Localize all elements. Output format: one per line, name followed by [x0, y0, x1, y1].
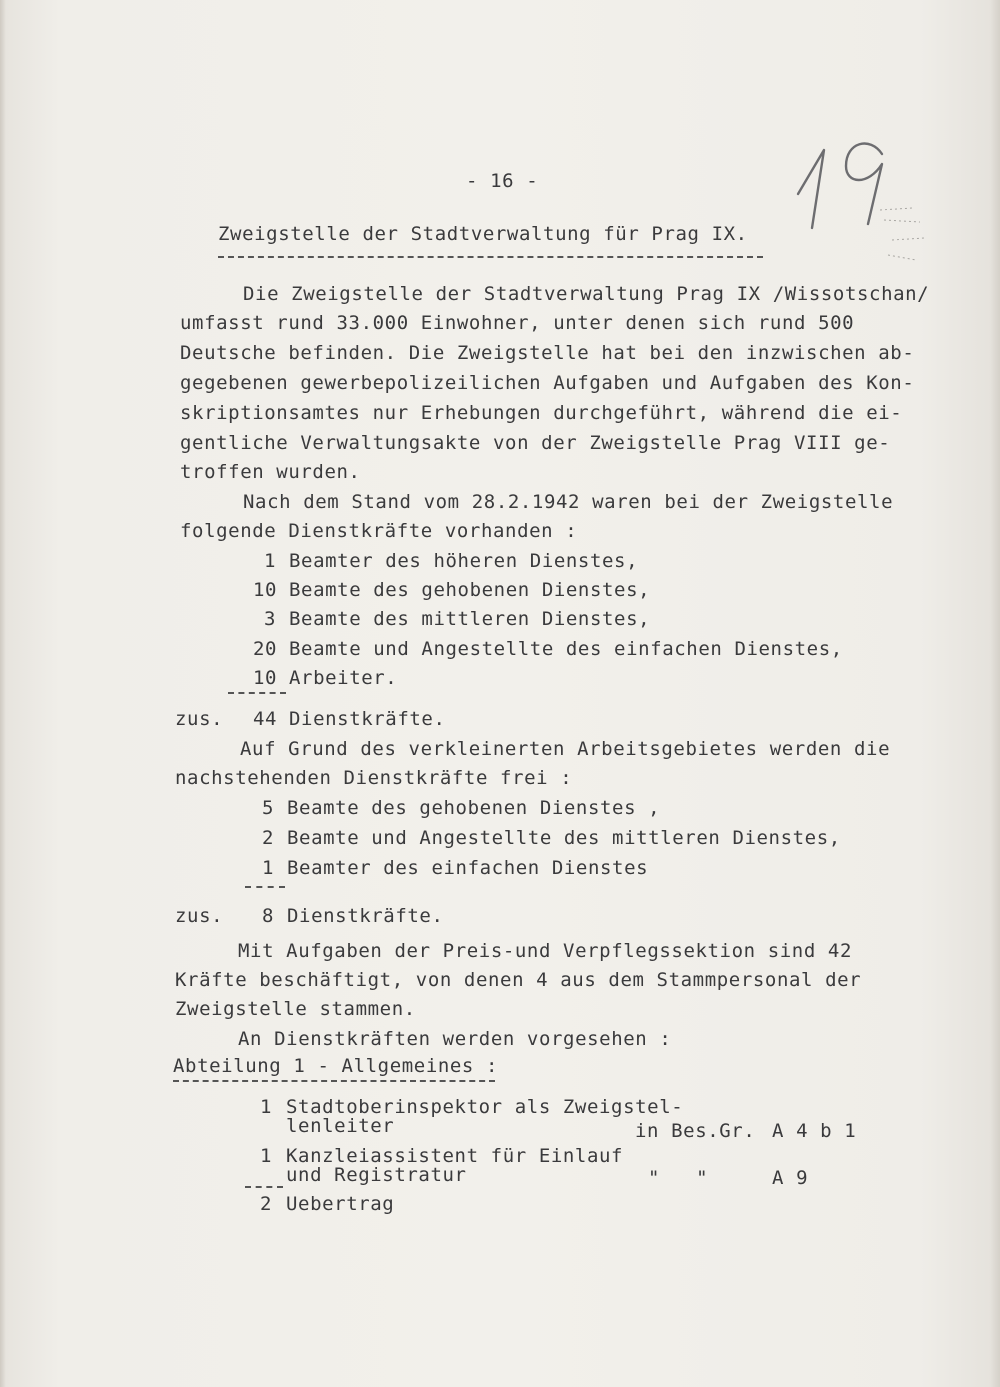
page-edge-shadow	[990, 0, 1000, 1387]
paragraph-line: Kräfte beschäftigt, von denen 4 aus dem Stammpersonal der	[175, 969, 862, 991]
paragraph-line: skriptionsamtes nur Erhebungen durchgeführt, während die ei-	[180, 402, 903, 424]
list-item: Beamte des gehobenen Dienstes ,	[287, 797, 661, 819]
carry-count: 2	[260, 1193, 273, 1215]
position-count: 1	[260, 1145, 273, 1167]
ditto-marks: " "	[648, 1167, 709, 1189]
sum-rule	[245, 886, 285, 888]
list-count: 10	[253, 579, 278, 601]
position-title: und Registratur	[286, 1164, 467, 1186]
section-heading: Abteilung 1 - Allgemeines :	[173, 1055, 499, 1077]
paragraph-line: umfasst rund 33.000 Einwohner, unter denen sich rund 500	[180, 312, 855, 334]
position-count: 1	[260, 1096, 273, 1118]
page-number: - 16 -	[466, 170, 539, 192]
paragraph-line: Nach dem Stand vom 28.2.1942 waren bei der Zweigstelle	[243, 491, 894, 513]
list-item: Beamte des mittleren Dienstes,	[289, 608, 651, 630]
sum-rule	[245, 1186, 283, 1188]
list-count: 1	[262, 857, 275, 879]
paragraph-line: Die Zweigstelle der Stadtverwaltung Prag IX /Wissotschan/	[243, 283, 930, 305]
list-count: 5	[262, 797, 275, 819]
total-label: zus.	[175, 905, 224, 927]
paragraph-line: An Dienstkräften werden vorgesehen :	[238, 1028, 672, 1050]
list-count: 10	[253, 667, 278, 689]
list-count: 1	[264, 550, 277, 572]
list-item: Arbeiter.	[289, 667, 398, 689]
list-count: 20	[253, 638, 278, 660]
total-text: Dienstkräfte.	[289, 708, 446, 730]
pencil-smudge	[872, 200, 932, 270]
page-edge-shadow	[0, 0, 6, 1387]
list-item: Beamte des gehobenen Dienstes,	[289, 579, 651, 601]
sum-rule	[228, 692, 286, 694]
paragraph-line: gegebenen gewerbepolizeilichen Aufgaben und Aufgaben des Kon-	[180, 372, 915, 394]
paragraph-line: troffen wurden.	[180, 461, 361, 483]
paragraph-line: gentliche Verwaltungsakte von der Zweigstelle Prag VIII ge-	[180, 432, 891, 454]
position-title: Kanzleiassistent für Einlauf	[286, 1145, 624, 1167]
list-count: 3	[264, 608, 277, 630]
paragraph-line: Mit Aufgaben der Preis-und Verpflegssektion sind 42	[238, 940, 852, 962]
total-label: zus.	[175, 708, 224, 730]
paragraph-line: nachstehenden Dienstkräfte frei :	[175, 767, 573, 789]
list-item: Beamter des höheren Dienstes,	[289, 550, 639, 572]
heading: Zweigstelle der Stadtverwaltung für Prag IX.	[218, 223, 748, 245]
section-heading-underline	[173, 1080, 495, 1082]
paragraph-line: Zweigstelle stammen.	[175, 998, 416, 1020]
list-item: Beamte und Angestellte des einfachen Dienstes,	[289, 638, 843, 660]
position-title: lenleiter	[286, 1115, 395, 1137]
total-count: 8	[262, 905, 275, 927]
paragraph-line: Auf Grund des verkleinerten Arbeitsgebietes werden die	[240, 738, 891, 760]
heading-underline	[218, 256, 763, 258]
total-text: Dienstkräfte.	[287, 905, 444, 927]
list-count: 2	[262, 827, 275, 849]
carry-text: Uebertrag	[286, 1193, 395, 1215]
list-item: Beamter des einfachen Dienstes	[287, 857, 649, 879]
pay-grade: A 4 b 1	[772, 1120, 857, 1142]
paragraph-line: Deutsche befinden. Die Zweigstelle hat bei den inzwischen ab-	[180, 342, 915, 364]
paragraph-line: folgende Dienstkräfte vorhanden :	[180, 520, 578, 542]
pay-grade: A 9	[772, 1167, 809, 1189]
list-item: Beamte und Angestellte des mittleren Dienstes,	[287, 827, 841, 849]
total-count: 44	[253, 708, 278, 730]
position-title: Stadtoberinspektor als Zweigstel-	[286, 1096, 684, 1118]
pay-grade-prefix: in Bes.Gr.	[635, 1120, 756, 1142]
